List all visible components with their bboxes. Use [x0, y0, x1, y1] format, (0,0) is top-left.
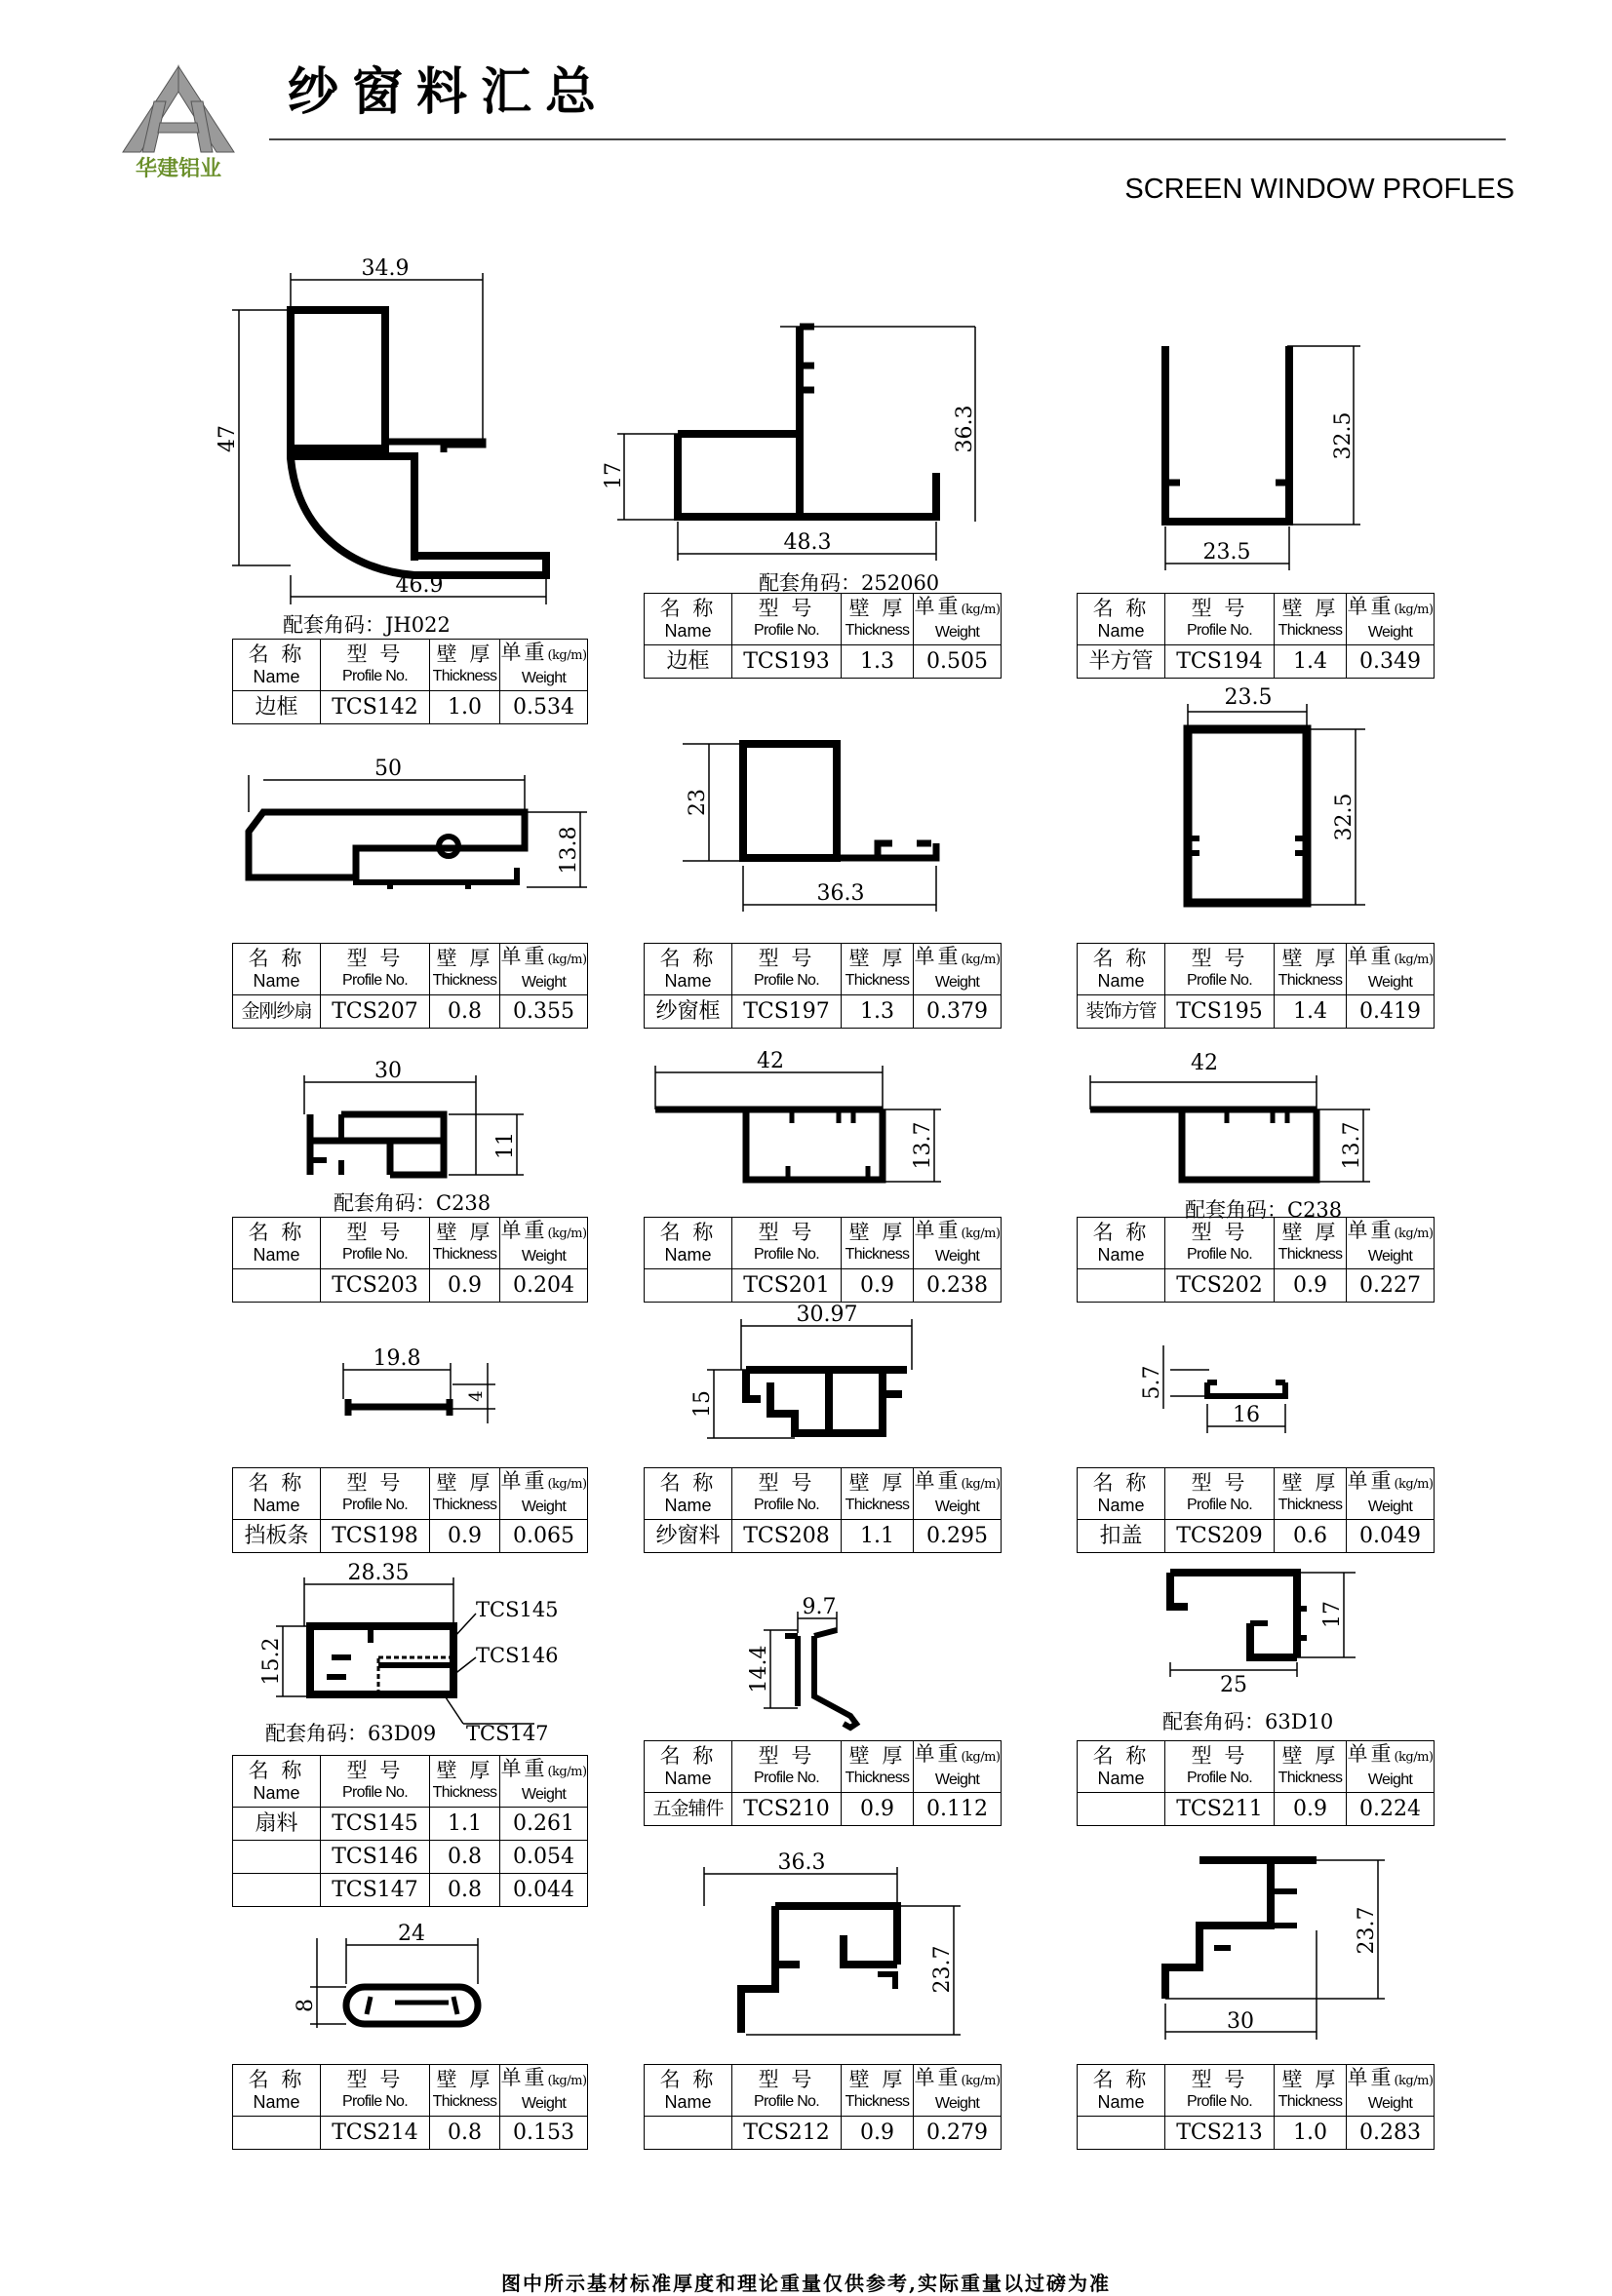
dim-tcs210-width: 9.7 [802, 1595, 837, 1619]
header-profile: 型 号 Profile No. [732, 944, 842, 995]
dim-tcs212-width: 36.3 [777, 1850, 826, 1875]
cell-weight: 0.112 [914, 1793, 1002, 1826]
table-row [233, 1874, 588, 1907]
dim-tcs198-width: 19.8 [373, 1346, 421, 1371]
cell-weight: 0.379 [914, 995, 1002, 1029]
dim-tcs208-width: 30.97 [796, 1303, 858, 1327]
header-thickness: 壁 厚 Thickness [430, 1218, 500, 1269]
cell-name: 金刚纱扇 [233, 995, 321, 1029]
table-row [645, 1793, 1002, 1826]
header-weight: 单重(kg/m) Weight [500, 2065, 588, 2117]
header-weight: 单重(kg/m) Weight [500, 640, 588, 691]
cell-name [233, 1269, 321, 1303]
cell-name [233, 1874, 321, 1907]
table-row [233, 1520, 588, 1553]
cell-name [645, 1269, 732, 1303]
table-row [1078, 1269, 1435, 1303]
spec-table-tcs203 [232, 1217, 588, 1303]
header-name: 名 称 Name [645, 1741, 732, 1793]
spec-table-tcs201 [644, 1217, 1002, 1303]
spec-table-tcs195 [1077, 943, 1435, 1029]
spec-table-tcs194 [1077, 593, 1435, 679]
cell-profile: TCS213 [1165, 2117, 1275, 2150]
cell-profile: TCS211 [1165, 1793, 1275, 1826]
cell-profile: TCS142 [321, 691, 430, 724]
cell-weight: 0.295 [914, 1520, 1002, 1553]
spec-table-tcs209 [1077, 1467, 1435, 1553]
cell-thickness: 1.3 [842, 995, 914, 1029]
dim-tcs207-width: 50 [374, 757, 402, 781]
caption-tcs202: 配套角码：C238 [1185, 1198, 1343, 1222]
header-weight: 单重(kg/m) Weight [1347, 1218, 1435, 1269]
profile-drawing-tcs202 [1090, 1075, 1370, 1182]
cell-weight: 0.419 [1347, 995, 1435, 1029]
header-weight: 单重(kg/m) Weight [500, 1218, 588, 1269]
dim-tcs207-height: 13.8 [557, 826, 581, 875]
cell-weight: 0.049 [1347, 1520, 1435, 1553]
header-profile: 型 号 Profile No. [732, 1741, 842, 1793]
cell-profile: TCS210 [732, 1793, 842, 1826]
dim-tcs212-height: 23.7 [930, 1945, 955, 1994]
header-thickness: 壁 厚 Thickness [1275, 944, 1347, 995]
dim-tcs209-width: 16 [1233, 1403, 1260, 1427]
header-profile: 型 号 Profile No. [321, 1756, 430, 1808]
dim-tcs194-width: 23.5 [1202, 540, 1251, 564]
cell-weight: 0.204 [500, 1269, 588, 1303]
cell-profile: TCS201 [732, 1269, 842, 1303]
dim-tcs209-height: 5.7 [1140, 1365, 1164, 1400]
header-profile: 型 号 Profile No. [321, 640, 430, 691]
dim-tcs195-width: 23.5 [1224, 685, 1273, 710]
cell-name: 五金辅件 [645, 1793, 732, 1826]
header-profile: 型 号 Profile No. [732, 2065, 842, 2117]
spec-table-tcs212 [644, 2064, 1002, 2150]
cell-name [1078, 1793, 1165, 1826]
header-thickness: 壁 厚 Thickness [430, 1468, 500, 1520]
header-weight: 单重(kg/m) Weight [914, 944, 1002, 995]
dim-tcs201-width: 42 [757, 1049, 784, 1073]
header-thickness: 壁 厚 Thickness [842, 2065, 914, 2117]
header-profile: 型 号 Profile No. [1165, 944, 1275, 995]
header-weight: 单重(kg/m) Weight [500, 944, 588, 995]
header-thickness: 壁 厚 Thickness [842, 1218, 914, 1269]
dim-tcs194-height: 32.5 [1331, 411, 1356, 460]
header-profile: 型 号 Profile No. [321, 944, 430, 995]
header-weight: 单重(kg/m) Weight [1347, 944, 1435, 995]
cell-name: 纱窗料 [645, 1520, 732, 1553]
header-profile: 型 号 Profile No. [1165, 1218, 1275, 1269]
dim-tcs208-height: 15 [690, 1390, 715, 1418]
spec-table-tcs145 [232, 1755, 588, 1907]
cell-weight: 0.505 [914, 645, 1002, 679]
header-thickness: 壁 厚 Thickness [1275, 1468, 1347, 1520]
spec-table-tcs211 [1077, 1740, 1435, 1826]
dim-tcs213-width: 30 [1227, 2009, 1254, 2034]
dim-tcs197-width: 36.3 [816, 881, 865, 906]
cell-name: 半方管 [1078, 645, 1165, 679]
spec-table-tcs142 [232, 639, 588, 724]
dim-tcs142-height: 47 [216, 425, 240, 452]
header-profile: 型 号 Profile No. [732, 1218, 842, 1269]
cell-thickness: 0.6 [1275, 1520, 1347, 1553]
cell-weight: 0.044 [500, 1874, 588, 1907]
cell-thickness: 0.8 [430, 1874, 500, 1907]
cell-thickness: 1.3 [842, 645, 914, 679]
cell-thickness: 0.8 [430, 1841, 500, 1874]
cell-weight: 0.238 [914, 1269, 1002, 1303]
spec-table-tcs207 [232, 943, 588, 1029]
table-row [645, 1520, 1002, 1553]
header-weight: 单重(kg/m) Weight [914, 1741, 1002, 1793]
header-name: 名 称 Name [233, 1218, 321, 1269]
footer-note: 图中所示基材标准厚度和理论重量仅供参考,实际重量以过磅为准 [501, 2272, 1111, 2295]
dim-tcs142-base: 46.9 [395, 573, 444, 598]
cell-profile: TCS194 [1165, 645, 1275, 679]
cell-thickness: 1.4 [1275, 995, 1347, 1029]
caption-tcs193: 配套角码：252060 [759, 571, 940, 595]
header-weight: 单重(kg/m) Weight [1347, 594, 1435, 645]
cell-weight: 0.355 [500, 995, 588, 1029]
header-profile: 型 号 Profile No. [1165, 2065, 1275, 2117]
header-name: 名 称 Name [1078, 2065, 1165, 2117]
cell-name: 装饰方管 [1078, 995, 1165, 1029]
profile-drawing-tcs142 [232, 273, 546, 604]
cell-profile: TCS203 [321, 1269, 430, 1303]
cell-profile: TCS195 [1165, 995, 1275, 1029]
header-thickness: 壁 厚 Thickness [430, 1756, 500, 1808]
profile-drawing-tcs210 [764, 1612, 856, 1728]
header-name: 名 称 Name [1078, 1741, 1165, 1793]
table-row [233, 691, 588, 724]
table-row [233, 1808, 588, 1841]
page-subtitle: SCREEN WINDOW PROFLES [1124, 174, 1514, 205]
cell-name [233, 2117, 321, 2150]
profile-drawing-tcs193 [617, 327, 975, 561]
cell-weight: 0.065 [500, 1520, 588, 1553]
table-row [1078, 1520, 1435, 1553]
cell-weight: 0.283 [1347, 2117, 1435, 2150]
dim-tcs198-height: 4 [466, 1390, 487, 1402]
table-row [645, 2117, 1002, 2150]
cell-thickness: 0.9 [842, 2117, 914, 2150]
cell-name [645, 2117, 732, 2150]
dim-tcs193-inner: 17 [602, 462, 626, 489]
cell-name [1078, 1269, 1165, 1303]
header-weight: 单重(kg/m) Weight [500, 1468, 588, 1520]
cell-thickness: 1.1 [430, 1808, 500, 1841]
dim-tcs195-height: 32.5 [1332, 793, 1356, 841]
caption-tcs203: 配套角码：C238 [334, 1191, 491, 1215]
profile-drawing-tcs208 [707, 1319, 912, 1438]
cell-weight: 0.224 [1347, 1793, 1435, 1826]
header-name: 名 称 Name [1078, 594, 1165, 645]
dim-tcs214-height: 8 [294, 1999, 318, 2012]
table-row [1078, 1793, 1435, 1826]
header-thickness: 壁 厚 Thickness [1275, 1218, 1347, 1269]
header-profile: 型 号 Profile No. [732, 1468, 842, 1520]
profile-drawing-tcs207 [249, 775, 587, 889]
cell-profile: TCS208 [732, 1520, 842, 1553]
cell-profile: TCS207 [321, 995, 430, 1029]
dim-tcs202-width: 42 [1191, 1051, 1218, 1075]
cell-name: 边框 [645, 645, 732, 679]
cell-weight: 0.279 [914, 2117, 1002, 2150]
table-row [1078, 995, 1435, 1029]
table-row [645, 995, 1002, 1029]
header-profile: 型 号 Profile No. [321, 2065, 430, 2117]
cell-profile: TCS193 [732, 645, 842, 679]
header-name: 名 称 Name [645, 1468, 732, 1520]
table-row [233, 995, 588, 1029]
cell-profile: TCS147 [321, 1874, 430, 1907]
dim-tcs202-height: 13.7 [1340, 1121, 1364, 1170]
cell-thickness: 0.9 [430, 1520, 500, 1553]
header-name: 名 称 Name [645, 594, 732, 645]
header-thickness: 壁 厚 Thickness [1275, 1741, 1347, 1793]
profile-drawing-tcs214 [310, 1938, 478, 2028]
cell-thickness: 0.9 [842, 1793, 914, 1826]
table-row [645, 1269, 1002, 1303]
dim-tcs213-height: 23.7 [1355, 1906, 1379, 1955]
caption-tcs142: 配套角码：JH022 [283, 613, 451, 637]
dim-tcs145-height: 15.2 [259, 1637, 284, 1686]
cell-name: 边框 [233, 691, 321, 724]
cell-weight: 0.261 [500, 1808, 588, 1841]
table-row [233, 1841, 588, 1874]
header-name: 名 称 Name [233, 1468, 321, 1520]
callout-tcs147: TCS147 [466, 1722, 549, 1745]
header-name: 名 称 Name [645, 2065, 732, 2117]
cell-thickness: 0.9 [430, 1269, 500, 1303]
callout-tcs145: TCS145 [476, 1598, 559, 1621]
header-weight: 单重(kg/m) Weight [1347, 1468, 1435, 1520]
spec-table-tcs202 [1077, 1217, 1435, 1303]
cell-thickness: 0.8 [430, 995, 500, 1029]
cell-weight: 0.534 [500, 691, 588, 724]
profile-drawing-tcs203 [304, 1075, 524, 1175]
profile-drawing-tcs201 [655, 1066, 941, 1182]
header-profile: 型 号 Profile No. [1165, 1468, 1275, 1520]
table-row [1078, 2117, 1435, 2150]
header-profile: 型 号 Profile No. [1165, 1741, 1275, 1793]
header-profile: 型 号 Profile No. [1165, 594, 1275, 645]
cell-weight: 0.153 [500, 2117, 588, 2150]
header-weight: 单重(kg/m) Weight [914, 1468, 1002, 1520]
spec-table-tcs214 [232, 2064, 588, 2150]
header-name: 名 称 Name [645, 944, 732, 995]
table-row [233, 1269, 588, 1303]
profile-drawing-tcs209 [1163, 1345, 1285, 1433]
header-thickness: 壁 厚 Thickness [430, 944, 500, 995]
cell-name: 扇料 [233, 1808, 321, 1841]
spec-table-tcs193 [644, 593, 1002, 679]
dim-tcs211-width: 25 [1220, 1673, 1247, 1697]
dim-tcs203-width: 30 [374, 1059, 402, 1083]
cell-thickness: 0.9 [1275, 1269, 1347, 1303]
header-name: 名 称 Name [645, 1218, 732, 1269]
header-name: 名 称 Name [233, 944, 321, 995]
callout-tcs146: TCS146 [476, 1644, 559, 1667]
cell-profile: TCS212 [732, 2117, 842, 2150]
cell-name: 纱窗框 [645, 995, 732, 1029]
header-thickness: 壁 厚 Thickness [842, 944, 914, 995]
header-name: 名 称 Name [233, 640, 321, 691]
cell-name: 挡板条 [233, 1520, 321, 1553]
table-row [645, 645, 1002, 679]
cell-profile: TCS145 [321, 1808, 430, 1841]
cell-thickness: 1.1 [842, 1520, 914, 1553]
cell-weight: 0.054 [500, 1841, 588, 1874]
dim-tcs193-width: 48.3 [783, 530, 832, 555]
cell-name [1078, 2117, 1165, 2150]
header-weight: 单重(kg/m) Weight [1347, 1741, 1435, 1793]
spec-table-tcs208 [644, 1467, 1002, 1553]
header-weight: 单重(kg/m) Weight [914, 2065, 1002, 2117]
cell-thickness: 0.9 [842, 1269, 914, 1303]
cell-weight: 0.349 [1347, 645, 1435, 679]
header-thickness: 壁 厚 Thickness [1275, 2065, 1347, 2117]
dim-tcs193-height: 36.3 [953, 405, 977, 453]
cell-weight: 0.227 [1347, 1269, 1435, 1303]
cell-thickness: 1.0 [1275, 2117, 1347, 2150]
dim-tcs145-width: 28.35 [347, 1561, 410, 1585]
dim-tcs214-width: 24 [398, 1922, 425, 1946]
header-weight: 单重(kg/m) Weight [500, 1756, 588, 1808]
cell-name [233, 1841, 321, 1874]
cell-profile: TCS202 [1165, 1269, 1275, 1303]
table-row [1078, 645, 1435, 679]
profile-drawing-tcs197 [683, 744, 936, 912]
header-name: 名 称 Name [1078, 1218, 1165, 1269]
spec-table-tcs213 [1077, 2064, 1435, 2150]
header-name: 名 称 Name [1078, 944, 1165, 995]
cell-thickness: 1.4 [1275, 645, 1347, 679]
profile-drawing-tcs212 [704, 1867, 961, 2035]
header-profile: 型 号 Profile No. [321, 1468, 430, 1520]
header-profile: 型 号 Profile No. [732, 594, 842, 645]
cell-name: 扣盖 [1078, 1520, 1165, 1553]
spec-table-tcs210 [644, 1740, 1002, 1826]
table-row [233, 2117, 588, 2150]
cell-thickness: 0.8 [430, 2117, 500, 2150]
dim-tcs210-height: 14.4 [747, 1645, 771, 1693]
dim-tcs142-width: 34.9 [361, 256, 410, 281]
cell-profile: TCS197 [732, 995, 842, 1029]
cell-profile: TCS198 [321, 1520, 430, 1553]
dim-tcs201-height: 13.7 [911, 1121, 935, 1170]
header-profile: 型 号 Profile No. [321, 1218, 430, 1269]
header-name: 名 称 Name [1078, 1468, 1165, 1520]
header-thickness: 壁 厚 Thickness [842, 1468, 914, 1520]
header-name: 名 称 Name [233, 2065, 321, 2117]
spec-table-tcs198 [232, 1467, 588, 1553]
header-thickness: 壁 厚 Thickness [430, 2065, 500, 2117]
page-title: 纱窗料汇总 [288, 62, 610, 122]
header-name: 名 称 Name [233, 1756, 321, 1808]
spec-table-tcs197 [644, 943, 1002, 1029]
dim-tcs197-height: 23 [686, 789, 710, 816]
header-thickness: 壁 厚 Thickness [430, 640, 500, 691]
cell-thickness: 1.0 [430, 691, 500, 724]
caption-tcs211: 配套角码：63D10 [1162, 1710, 1334, 1733]
header-thickness: 壁 厚 Thickness [1275, 594, 1347, 645]
profile-drawing-tcs213 [1165, 1860, 1385, 2040]
dim-tcs203-height: 11 [493, 1132, 518, 1159]
header-weight: 单重(kg/m) Weight [1347, 2065, 1435, 2117]
header-weight: 单重(kg/m) Weight [914, 594, 1002, 645]
cell-profile: TCS146 [321, 1841, 430, 1874]
cell-thickness: 0.9 [1275, 1793, 1347, 1826]
header-thickness: 壁 厚 Thickness [842, 1741, 914, 1793]
cell-profile: TCS209 [1165, 1520, 1275, 1553]
header-thickness: 壁 厚 Thickness [842, 594, 914, 645]
cell-profile: TCS214 [321, 2117, 430, 2150]
logo-text: 华建铝业 [135, 157, 222, 181]
dim-tcs211-height: 17 [1320, 1601, 1345, 1628]
header-weight: 单重(kg/m) Weight [914, 1218, 1002, 1269]
caption-tcs145: 配套角码：63D09 [265, 1722, 437, 1745]
